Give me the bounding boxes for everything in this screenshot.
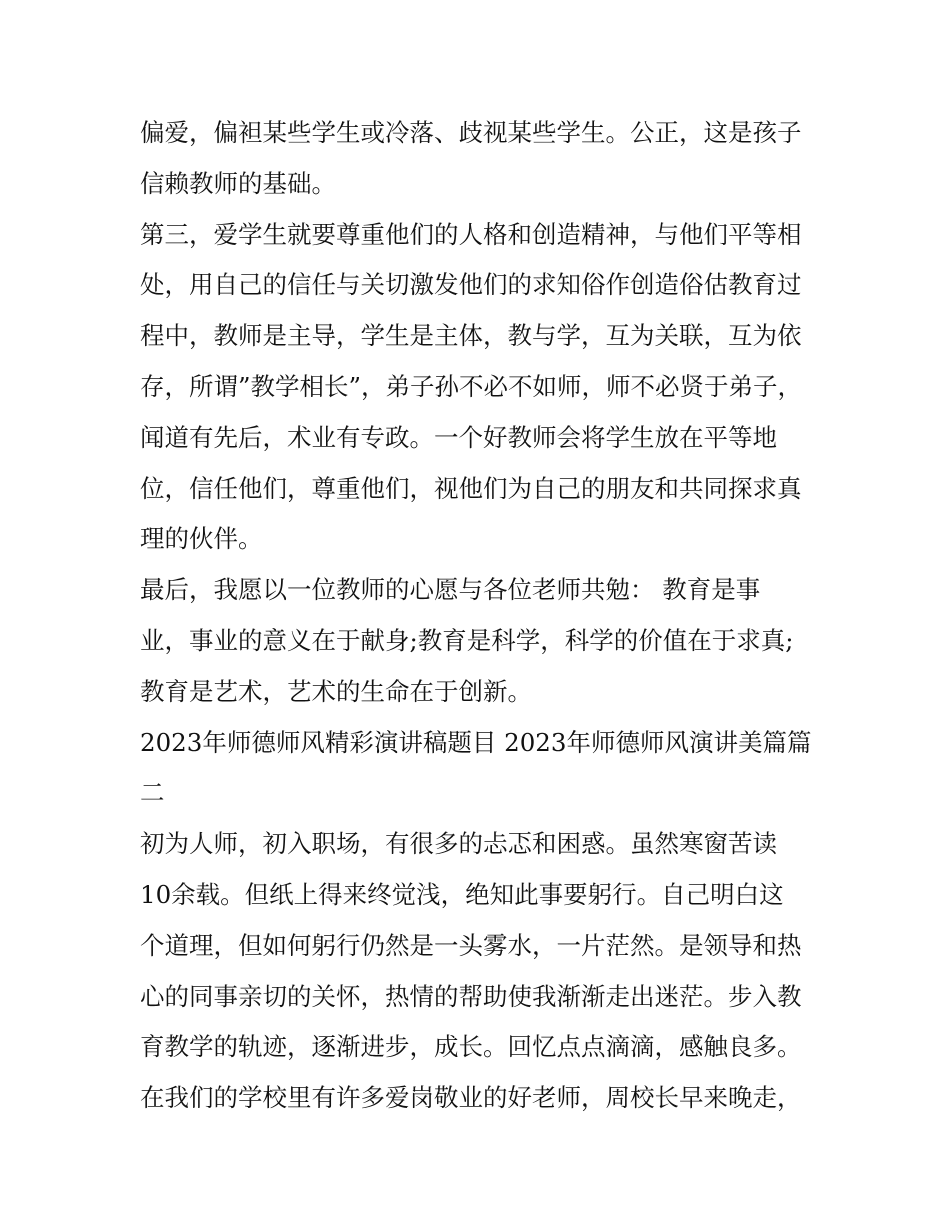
text-line-19: 育教学的轨迹，逐渐进步，成长。回忆点点滴滴，感触良多。 (140, 1032, 802, 1062)
text-line-12: 教育是艺术，艺术的生命在于创新。 (140, 676, 532, 706)
text-line-8: 位，信任他们，尊重他们，视他们为自己的朋友和共同探求真 (140, 473, 802, 503)
document-body (140, 108, 820, 1124)
text-line-6: 存，所谓”教学相长”，弟子孙不必不如师，师不必贤于弟子， (140, 371, 803, 401)
section-heading-line-1: 2023年师德师风精彩演讲稿题目 2023年师德师风演讲美篇篇 (140, 727, 812, 757)
text-line-16: 10余载。但纸上得来终觉浅，绝知此事要躬行。自己明白这 (140, 879, 784, 909)
text-line-15: 初为人师，初入职场，有很多的忐忑和困惑。虽然寒窗苦读 (140, 829, 777, 859)
text-line-7: 闻道有先后，术业有专政。一个好教师会将学生放在平等地 (140, 422, 777, 452)
text-line-9: 理的伙伴。 (140, 524, 263, 554)
text-line-11: 业，事业的意义在于献身;教育是科学，科学的价值在于求真; (140, 625, 794, 655)
text-line-17: 个道理，但如何躬行仍然是一头雾水，一片茫然。是领导和热 (140, 930, 802, 960)
text-line-3: 第三，爱学生就要尊重他们的人格和创造精神，与他们平等相 (140, 219, 802, 249)
text-line-5: 程中，教师是主导，学生是主体，教与学，互为关联，互为依 (140, 321, 802, 351)
text-line-4: 处，用自己的信任与关切激发他们的求知俗作创造俗估教育过 (140, 270, 802, 300)
text-line-10: 最后，我愿以一位教师的心愿与各位老师共勉： 教育是事 (140, 575, 761, 605)
text-line-2: 信赖教师的基础。 (140, 168, 336, 198)
section-heading-line-2: 二 (140, 778, 165, 808)
text-line-20: 在我们的学校里有许多爱岗敬业的好老师，周校长早来晚走， (140, 1083, 802, 1113)
text-line-1: 偏爱，偏袒某些学生或冷落、歧视某些学生。公正，这是孩子 (140, 118, 802, 147)
text-line-18: 心的同事亲切的关怀，热情的帮助使我渐渐走出迷茫。步入教 (140, 981, 802, 1011)
